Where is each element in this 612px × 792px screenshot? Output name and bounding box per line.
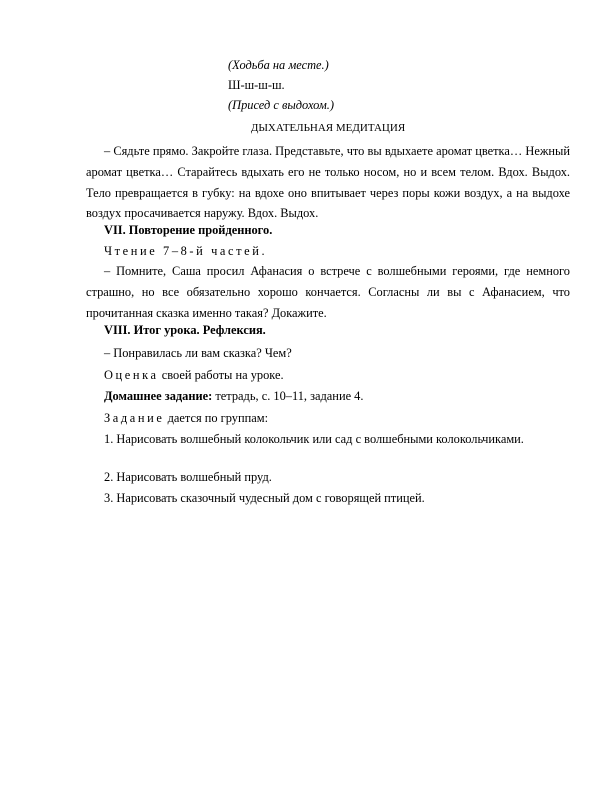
task-item-2: 2. Нарисовать волшебный пруд. [104,470,272,484]
exercise-line-squat: (Присед с выдохом.) [228,98,334,112]
homework-line [104,389,363,404]
task-word: Задание [104,411,165,425]
meditation-paragraph: – Сядьте прямо. Закройте глаза. Представьте, что вы вдыхаете аромат цветка… Нежный аромат цветка… Старайтесь вдыхать его не только носом, но и всем телом. Вдох. Выдох. Тело превращается в губку: на вдохе оно впитывает через поры кожи воздух, а на выдохе воздух просачивается наружу. Вдох. Выдох. [86,144,570,221]
section-7-paragraph: – Помните, Саша просил Афанасия о встрече с волшебными героями, где немного страшно, но все обязательно хорошо кончается. Согласны ли вы с Афанасием, что прочитанная сказка именно такая? Докажите. [86,264,570,320]
assessment-rest: своей работы на уроке. [158,368,284,382]
exercise-line-walking: (Ходьба на месте.) [228,58,329,72]
task-item-3: 3. Нарисовать сказочный чудесный дом с говорящей птицей. [104,491,425,505]
exercise-line-sound: Ш-ш-ш-ш. [228,78,285,92]
reading-instruction: Чтение 7–8-й частей. [104,244,268,258]
task-item-1: 1. Нарисовать волшебный колокольчик или сад с волшебными колокольчиками. [104,432,524,446]
task-intro-line [104,411,268,426]
assessment-line [104,368,284,383]
meditation-heading: ДЫХАТЕЛЬНАЯ МЕДИТАЦИЯ [250,122,406,134]
reflection-question: – Понравилась ли вам сказка? Чем? [104,346,292,360]
section-7-heading: VII. Повторение пройденного. [104,223,273,237]
homework-text: тетрадь, с. 10–11, задание 4. [212,389,364,403]
homework-label: Домашнее задание: [104,389,213,403]
task-rest: дается по группам: [164,411,269,425]
section-8-heading: VIII. Итог урока. Рефлексия. [104,323,266,337]
assessment-word: Оценка [104,368,159,382]
